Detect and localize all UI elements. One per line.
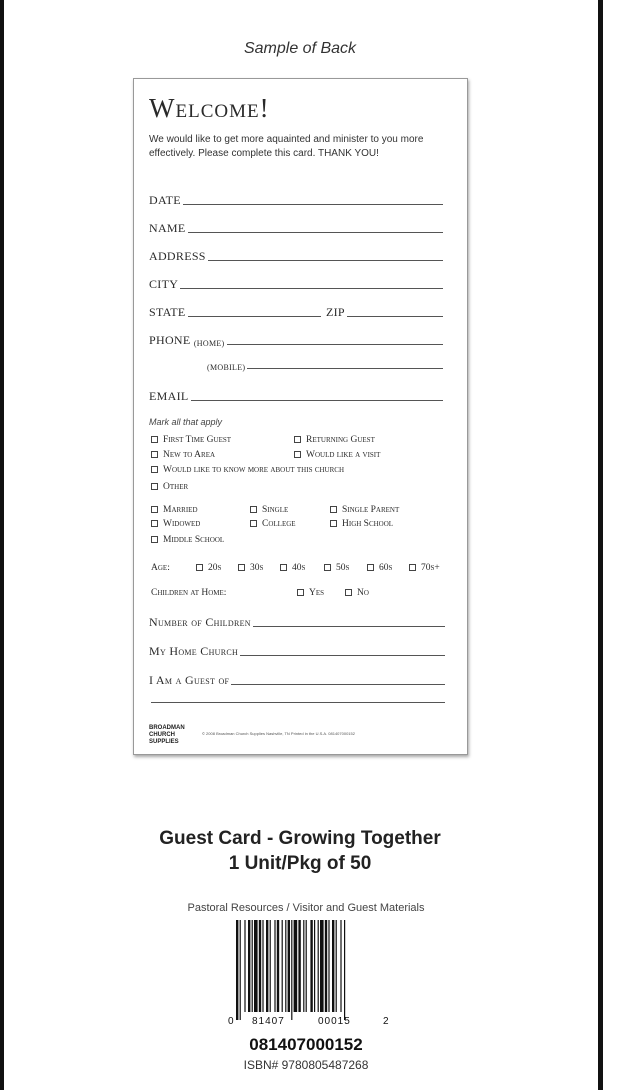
zip-field: [326, 305, 443, 320]
zip-line: [347, 315, 443, 317]
barcode-bar: [270, 920, 271, 1012]
barcode-image: [236, 920, 379, 1020]
checkbox: [151, 466, 158, 473]
barcode-bar: [294, 920, 298, 1012]
checkbox: [250, 506, 257, 513]
age-60s: 60s: [367, 563, 392, 573]
phone-mobile-line: [247, 367, 443, 369]
number-children-label: Number of Children: [149, 615, 251, 629]
barcode-bar: [277, 920, 279, 1012]
barcode-bar: [240, 920, 241, 1020]
product-title-block: [0, 826, 600, 876]
barcode-bar: [252, 920, 253, 1012]
option-know-more: Would like to know more about this church: [151, 465, 344, 475]
blank-field: [149, 701, 445, 706]
email-label: EMAIL: [149, 389, 189, 403]
checkbox: [151, 436, 158, 443]
checkbox: [367, 564, 374, 571]
email-field: [149, 389, 443, 404]
barcode-bar: [306, 920, 307, 1012]
barcode-bar: [318, 920, 319, 1012]
barcode-bar: [266, 920, 268, 1012]
barcode-bar: [259, 920, 261, 1012]
age-50s: 50s: [324, 563, 349, 573]
phone-home-line: [227, 343, 443, 345]
address-label: ADDRESS: [149, 249, 206, 263]
city-field: [149, 277, 443, 292]
barcode-group-1: 81407: [252, 1016, 285, 1027]
barcode-bar: [314, 920, 315, 1012]
phone-mobile-label: (MOBILE): [207, 363, 246, 372]
barcode-bar: [320, 920, 324, 1012]
option-other: Other: [151, 482, 188, 492]
barcode-bar: [262, 920, 263, 1012]
barcode-bar: [282, 920, 283, 1012]
guest-of-field: [149, 673, 445, 688]
barcode-bar: [244, 920, 245, 1012]
checkbox: [196, 564, 203, 571]
name-field: [149, 221, 443, 236]
checkbox: [324, 564, 331, 571]
age-40s: 40s: [280, 563, 305, 573]
zip-label: ZIP: [326, 305, 345, 319]
mark-all-label: Mark all that apply: [149, 417, 223, 427]
barcode-bar: [340, 920, 341, 1012]
barcode-left-digit: 0: [228, 1016, 234, 1027]
upc-number: 081407000152: [249, 1035, 363, 1054]
date-label: DATE: [149, 193, 181, 207]
barcode-bar: [254, 920, 258, 1012]
option-single: Single: [250, 505, 288, 515]
date-field: [149, 193, 443, 208]
card-intro-text: We would like to get more aquainted and minister to you more effectively. Please complete this card. THANK YOU!: [149, 134, 424, 159]
option-high-school: High School: [330, 519, 393, 529]
barcode-bar: [303, 920, 304, 1012]
age-20s: 20s: [196, 563, 221, 573]
left-border: [0, 0, 4, 1090]
age-label: Age:: [151, 563, 170, 573]
city-line: [180, 287, 443, 289]
date-line: [183, 203, 443, 205]
guest-of-line: [231, 683, 445, 685]
phone-home-label: (HOME): [193, 339, 225, 348]
children-yes: Yes: [297, 588, 324, 598]
checkbox: [151, 451, 158, 458]
option-middle-school: Middle School: [151, 535, 224, 545]
barcode-bar: [332, 920, 334, 1012]
state-label: STATE: [149, 305, 186, 319]
barcode-bar: [285, 920, 286, 1012]
barcode-bar: [325, 920, 327, 1012]
barcode-bar: [298, 920, 300, 1012]
checkbox: [330, 520, 337, 527]
barcode-bar: [288, 920, 290, 1012]
option-single-parent: Single Parent: [330, 505, 399, 515]
right-border: [598, 0, 603, 1090]
product-pack: 1 Unit/Pkg of 50: [228, 853, 372, 874]
phone-mobile-field: [207, 363, 443, 372]
home-church-line: [240, 654, 445, 656]
barcode-bar: [310, 920, 312, 1012]
checkbox: [280, 564, 287, 571]
children-at-home-label: Children at Home:: [151, 588, 227, 598]
card-welcome-title: Welcome!: [149, 93, 270, 123]
barcode-bar: [328, 920, 329, 1012]
number-children-line: [253, 625, 445, 627]
option-college: College: [250, 519, 296, 529]
option-returning-guest: Returning Guest: [294, 435, 375, 445]
age-30s: 30s: [238, 563, 263, 573]
checkbox: [294, 436, 301, 443]
barcode-bar: [236, 920, 238, 1020]
barcode-bar: [336, 920, 337, 1012]
email-line: [191, 399, 444, 401]
home-church-field: [149, 644, 445, 659]
city-label: CITY: [149, 277, 179, 291]
home-church-label: My Home Church: [149, 644, 239, 658]
number-children-field: [149, 615, 445, 630]
barcode-bar: [248, 920, 250, 1012]
checkbox: [151, 483, 158, 490]
publisher-logo: BROADMAN CHURCH SUPPLIES: [149, 725, 185, 745]
name-line: [188, 231, 443, 233]
option-would-like-visit: Would like a visit: [294, 450, 380, 460]
checkbox: [297, 589, 304, 596]
barcode-bar: [291, 920, 292, 1020]
address-field: [149, 249, 443, 264]
checkbox: [238, 564, 245, 571]
product-category: Pastoral Resources / Visitor and Guest Materials: [187, 902, 425, 914]
checkbox: [330, 506, 337, 513]
isbn-number: ISBN# 9780805487268: [243, 1058, 369, 1072]
name-label: NAME: [149, 221, 186, 235]
address-line: [208, 259, 443, 261]
checkbox: [151, 520, 158, 527]
product-title: Guest Card - Growing Together: [159, 828, 441, 849]
age-70s-plus: 70s+: [409, 563, 440, 573]
option-first-time-guest: First Time Guest: [151, 435, 231, 445]
card-fine-print: © 2008 Broadman Church Supplies Nashville, TN Printed in the U.S.A. 081407000152: [202, 731, 355, 736]
option-widowed: Widowed: [151, 519, 200, 529]
checkbox: [250, 520, 257, 527]
children-no: No: [345, 588, 369, 598]
checkbox: [151, 536, 158, 543]
barcode-bar: [274, 920, 275, 1012]
checkbox: [151, 506, 158, 513]
sample-caption: Sample of Back: [243, 40, 357, 57]
phone-home-field: [149, 333, 443, 348]
option-new-to-area: New to Area: [151, 450, 215, 460]
checkbox: [345, 589, 352, 596]
state-field: [149, 305, 321, 320]
guest-card: [133, 78, 468, 755]
state-line: [188, 315, 321, 317]
phone-label: PHONE: [149, 333, 191, 347]
checkbox: [409, 564, 416, 571]
barcode-right-digit: 2: [383, 1016, 389, 1027]
barcode-group-2: 00015: [318, 1016, 351, 1027]
checkbox: [294, 451, 301, 458]
option-married: Married: [151, 505, 198, 515]
blank-line: [151, 701, 445, 703]
barcode-bar: [344, 920, 345, 1020]
guest-of-label: I Am a Guest of: [149, 673, 230, 687]
